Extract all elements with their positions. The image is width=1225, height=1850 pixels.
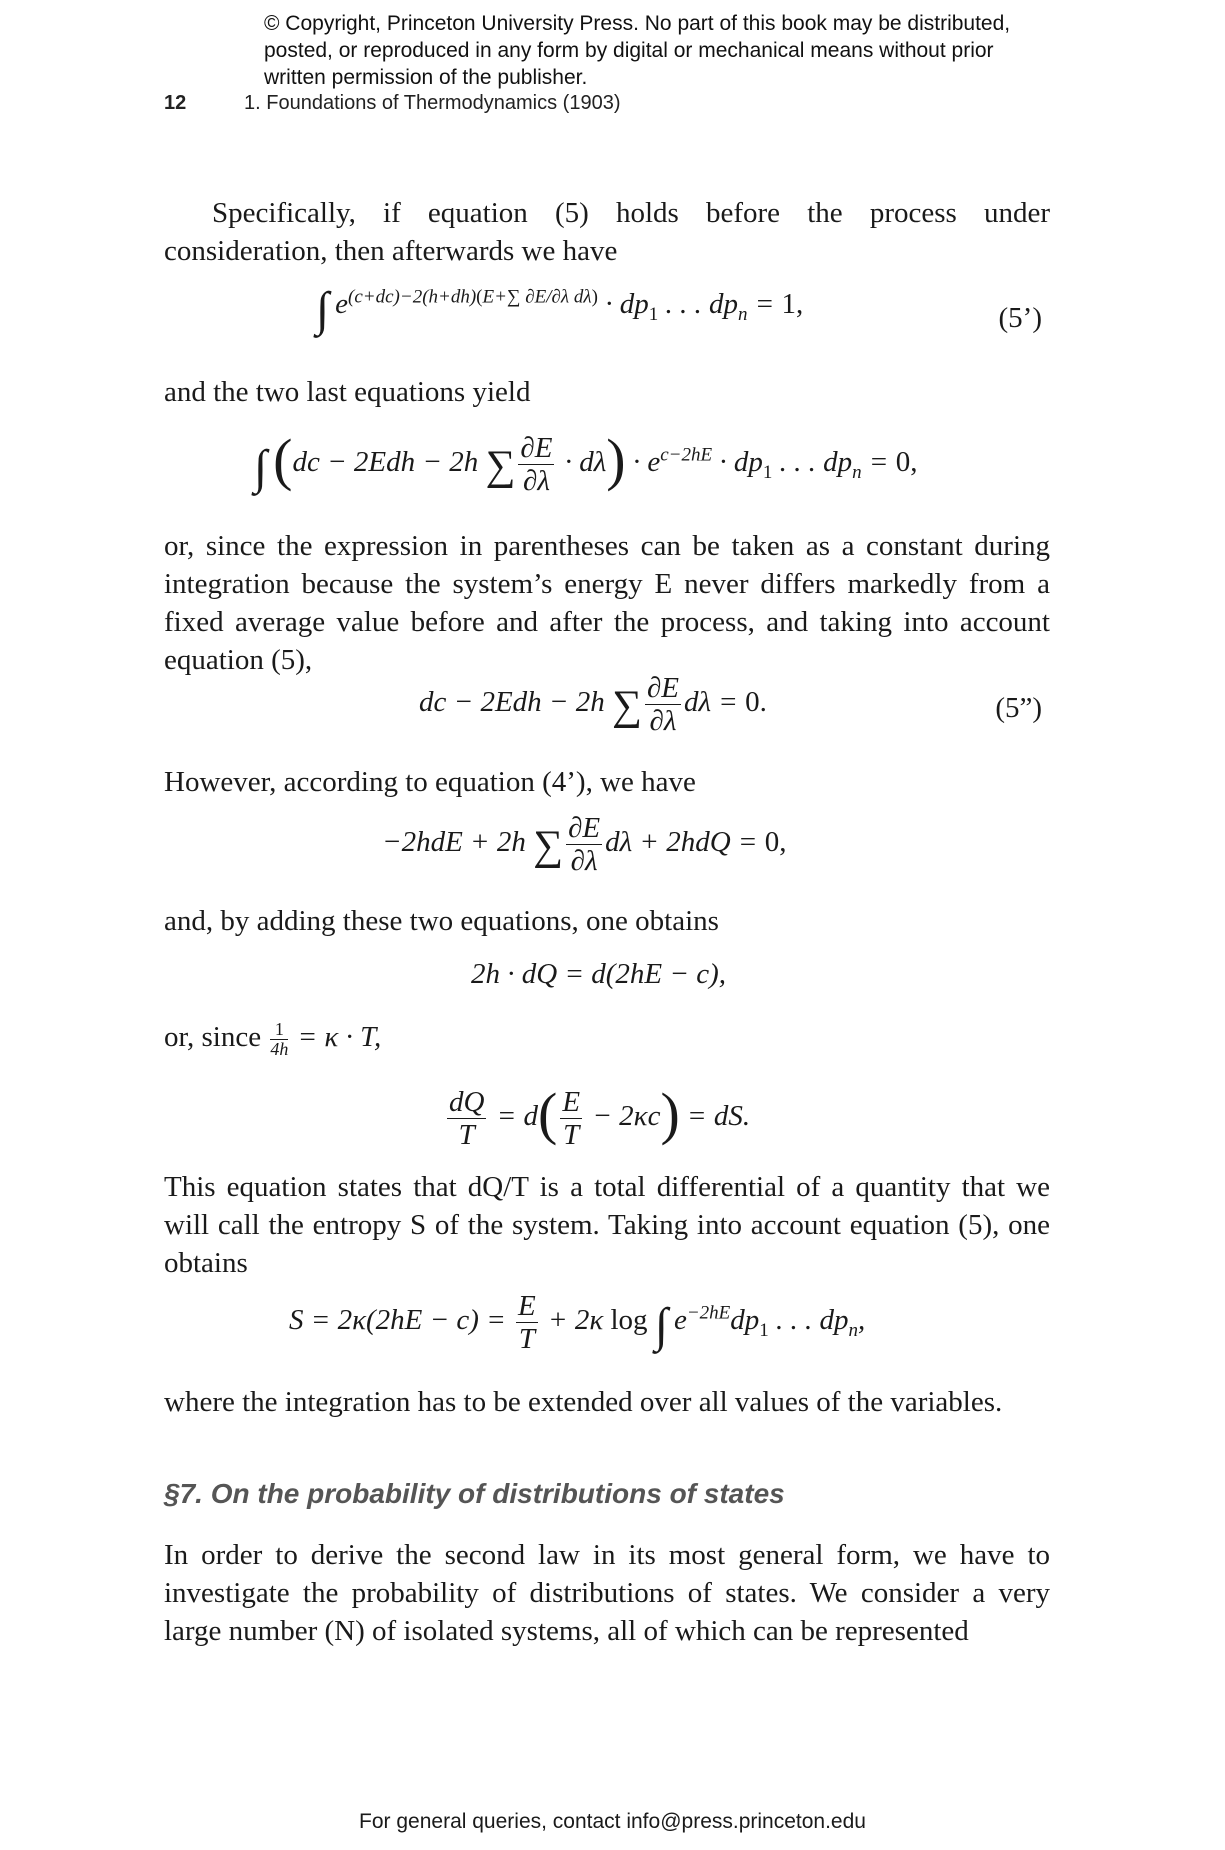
paragraph-text: where the integration has to be extended over all values of the variables. xyxy=(164,1386,1003,1418)
equation-5: 2h · dQ = d(2hE − c), xyxy=(471,958,726,990)
copyright-notice: © Copyright, Princeton University Press. No part of this book may be distributed, posted, or reproduced in any form by digital or mechanical means without prior written permission of the publisher. xyxy=(264,12,1011,89)
paragraph-text: and, by adding these two equations, one obtains xyxy=(164,905,719,937)
paragraph-text-prefix: or, since xyxy=(164,1021,262,1053)
paragraph-4 xyxy=(164,763,1050,801)
section-heading: §7. On the probability of distributions of states xyxy=(164,1478,785,1509)
paragraph-text: This equation states that dQ/T is a total differential of a quantity that we will call the entropy S of the system. Taking into account equation (5), one obtains xyxy=(164,1171,1050,1279)
page-number: 12 xyxy=(164,92,187,114)
running-header xyxy=(164,92,621,115)
paragraph-text: and the two last equations yield xyxy=(164,376,531,408)
paragraph-8 xyxy=(164,1383,1050,1421)
equation-6: $\frac{dQ}{T}$ = d( $\frac{E}{T}$ − 2κc) = dS. xyxy=(449,1081,751,1151)
paragraph-text: However, according to equation (4’), we have xyxy=(164,766,696,798)
equation-2: ∫ (dc − 2Edh − 2h ∑ $\frac{\partial E}{\partial\lambda}$ · $d\lambda) \cdot e^{c-2hE} \cdot dp_1$ . . . $dp_n = 0$, xyxy=(254,427,918,497)
paragraph-2 xyxy=(164,373,1050,411)
equation-4: −2hdE + 2h ∑ $\frac{\partial E}{\partial\lambda}$ dλ + 2hdQ = 0, xyxy=(382,812,787,877)
equation-5-prime: ∫ $e^{(c+dc)-2(h+dh)(E+\sum \partial E/\partial\lambda d\lambda)} \cdot dp_1$ . . . $dp_n = 1$, (5’) xyxy=(316,283,1042,336)
paragraph-6 xyxy=(164,1018,1050,1059)
paragraph-text-suffix: = κ · T, xyxy=(297,1021,382,1053)
paragraph-7 xyxy=(164,1168,1050,1282)
paragraph-text: or, since $\frac{1}{4h} = \kappa \cdot T$, xyxy=(164,1018,382,1059)
paragraph-5 xyxy=(164,902,1050,940)
footer-contact: For general queries, contact info@press.princeton.edu xyxy=(359,1810,866,1833)
equation-5-double-prime: dc − 2Edh − 2h ∑ $\frac{\partial E}{\partial\lambda}$ dλ = 0. (5”) xyxy=(419,672,1042,737)
paragraph-3 xyxy=(164,527,1050,679)
paragraph-text: or, since the expression in parentheses can be taken as a constant during integration because the system’s energy E never differs markedly from a fixed average value before and after the process, and taking into account equation (5), xyxy=(164,530,1050,676)
equation-label: (5”) xyxy=(995,692,1042,724)
paragraph-1 xyxy=(164,194,1050,270)
equation-label: (5’) xyxy=(998,302,1042,334)
equation-7: S = 2κ(2hE − c) = $\frac{E}{T}$ + 2κ log ∫ $e^{-2hE}dp_1$ . . . $dp_n$, xyxy=(289,1290,866,1355)
paragraph-text: In order to derive the second law in its most general form, we have to investigate the probability of distributions of states. We consider a very large number (N) of isolated systems, all of which can be represented xyxy=(164,1539,1050,1647)
paragraph-text: Specifically, if equation (5) holds before the process under consideration, then afterwards we have xyxy=(164,197,1050,267)
running-title: 1. Foundations of Thermodynamics (1903) xyxy=(244,92,621,114)
paragraph-9 xyxy=(164,1536,1050,1650)
